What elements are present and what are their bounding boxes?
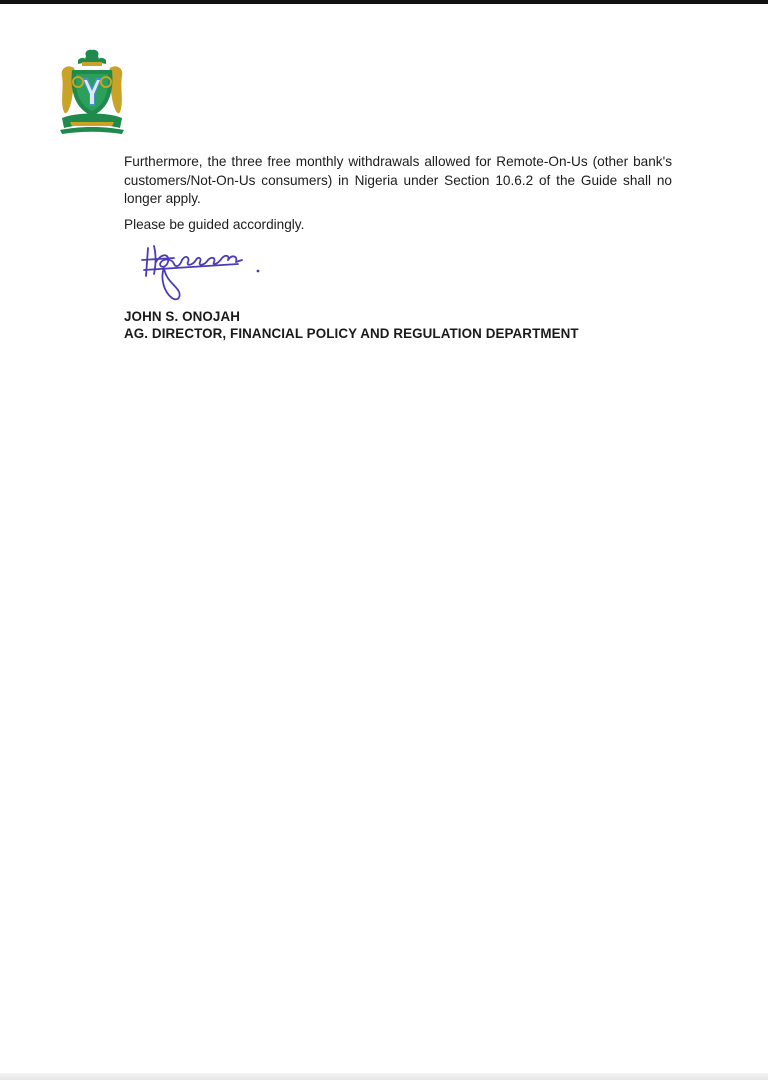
body-paragraph: Furthermore, the three free monthly withdrawals allowed for Remote-On-Us (other bank's customers/Not-On-Us consumers) in Nigeria under Section 10.6.2 of the Guide shall no longer apply. [124,154,672,206]
closing-line: Please be guided accordingly. [124,217,305,232]
bank-crest-logo-icon [56,46,128,138]
handwritten-signature-icon [134,240,274,308]
signatory-name: JOHN S. ONOJAH [124,309,240,324]
signatory-title: AG. DIRECTOR, FINANCIAL POLICY AND REGULATION DEPARTMENT [124,326,579,341]
letter-page [0,4,768,1073]
bottom-scan-edge [0,1073,768,1080]
